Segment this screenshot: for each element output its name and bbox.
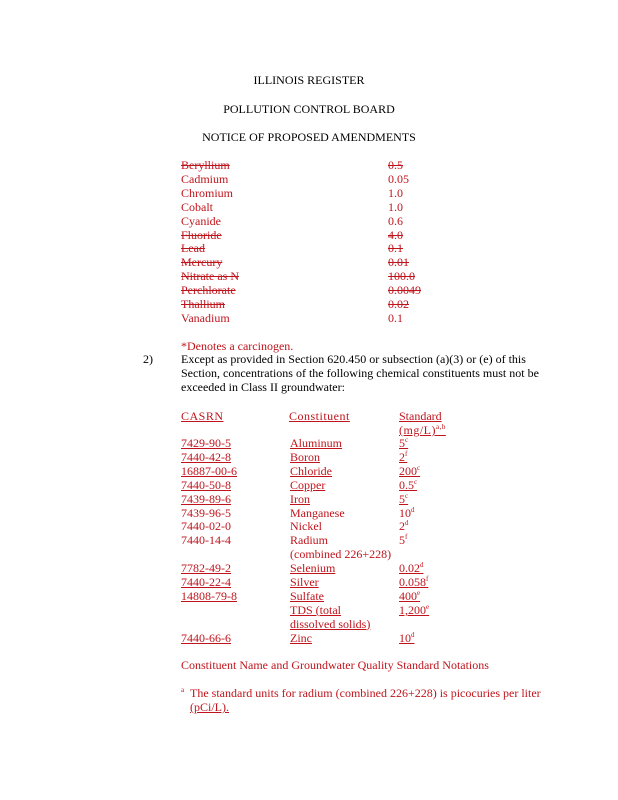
- footnote-marker: a: [181, 686, 185, 694]
- class1-value: 4.0: [388, 227, 403, 242]
- class1-value: 0.5: [388, 158, 403, 172]
- standard-notation: f: [426, 575, 429, 583]
- casrn-cell: 7440-22-4: [181, 575, 231, 589]
- class1-name: Fluoride: [181, 227, 222, 242]
- constituent-cell: Radium: [290, 533, 328, 548]
- standard-cell: [399, 464, 420, 478]
- standard-cell: [399, 631, 415, 645]
- class1-value: 0.02: [388, 297, 409, 311]
- casrn-cell: 7440-50-8: [181, 477, 231, 492]
- constituent-cell-continued: dissolved solids): [290, 616, 371, 631]
- board-title: POLLUTION CONTROL BOARD: [223, 102, 395, 116]
- casrn-cell: 7439-96-5: [181, 505, 231, 520]
- standard-notation: f: [405, 533, 408, 542]
- standard-value: 5: [399, 436, 405, 450]
- constituent-cell: Manganese: [290, 505, 345, 520]
- class1-name: Vanadium: [181, 310, 230, 325]
- header-standard-unit: $(mg/L)^{a,b}$: [399, 423, 446, 437]
- standard-value: 2: [399, 519, 405, 534]
- standard-notation: d: [411, 630, 415, 639]
- notice-title: NOTICE OF PROPOSED AMENDMENTS: [202, 130, 416, 144]
- standard-notation: c: [417, 463, 421, 472]
- constituent-cell: Selenium: [290, 561, 336, 576]
- casrn-cell: 7429-90-5: [181, 436, 231, 450]
- header-constituent: Constituent: [289, 409, 350, 423]
- constituent-cell: Silver: [290, 575, 319, 589]
- standard-value: 5: [399, 491, 405, 506]
- casrn-cell: 16887-00-6: [181, 463, 237, 478]
- constituent-cell: Nickel: [290, 519, 322, 534]
- class1-value: 0.1: [388, 310, 403, 325]
- standard-value: 0.058: [399, 575, 426, 589]
- standard-notation: e: [417, 588, 421, 597]
- carcinogen-note: *Denotes a carcinogen.: [181, 339, 294, 353]
- class1-name: Mercury: [181, 255, 223, 270]
- class1-value: 0.1: [388, 241, 403, 256]
- standard-cell: [399, 589, 420, 603]
- class1-name: Thallium: [181, 297, 225, 311]
- standard-cell: [399, 533, 407, 547]
- casrn-cell: 7782-49-2: [181, 561, 231, 576]
- standard-notation: d: [420, 561, 424, 570]
- class1-name: Nitrate as N: [181, 269, 239, 284]
- standard-value: 0.02: [399, 561, 420, 576]
- class1-name: Cyanide: [181, 213, 221, 228]
- standard-cell: [399, 436, 408, 450]
- standard-cell: [399, 519, 409, 533]
- casrn-cell: 7440-14-4: [181, 533, 231, 548]
- constituent-cell: Aluminum: [290, 436, 343, 450]
- standard-cell: [399, 450, 407, 464]
- constituent-cell: Boron: [290, 449, 320, 464]
- constituent-cell-continued: (combined 226+228): [290, 547, 392, 562]
- casrn-cell: 7439-89-6: [181, 491, 231, 506]
- standard-value: 1,200: [399, 602, 426, 617]
- class1-value: 0.6: [388, 213, 403, 228]
- standard-value: 2: [399, 449, 405, 464]
- class1-name: Cobalt: [181, 199, 213, 214]
- class1-name: Beryllium: [181, 158, 230, 172]
- casrn-cell: 14808-79-8: [181, 588, 237, 603]
- standard-value: 5: [399, 533, 405, 548]
- standard-notation: c: [405, 436, 409, 444]
- register-title: ILLINOIS REGISTER: [253, 73, 365, 87]
- header-standard: Standard: [399, 409, 442, 423]
- item-paragraph: Except as provided in Section 620.450 or subsection (a)(3) or (e) of this Section, concentrations of the following chemical constituents must not be exceeded in Class II groundwater:: [181, 352, 539, 394]
- casrn-cell: 7440-42-8: [181, 449, 231, 464]
- standard-cell: [399, 603, 429, 617]
- constituent-cell: TDS (total: [290, 602, 341, 617]
- casrn-cell: 7440-02-0: [181, 519, 231, 534]
- standard-cell: [399, 492, 408, 506]
- standard-notation: c: [414, 477, 418, 486]
- standard-value: 10: [399, 630, 411, 645]
- constituent-cell: Chloride: [290, 463, 332, 478]
- footnote-line1: The standard units for radium (combined 226+228) is picocuries per liter: [190, 686, 541, 700]
- standard-notation: c: [405, 491, 409, 500]
- standard-cell: [399, 561, 424, 575]
- standard-value: 200: [399, 463, 417, 478]
- standard-notation: d: [405, 519, 409, 528]
- standard-notation: d: [411, 505, 415, 514]
- class1-name: Chromium: [181, 185, 234, 200]
- casrn-cell: 7440-66-6: [181, 630, 231, 645]
- standard-value: 10: [399, 505, 411, 520]
- standard-value: 0.5: [399, 477, 414, 492]
- constituent-cell: Copper: [290, 477, 326, 492]
- standard-notation: e: [426, 602, 430, 611]
- constituent-cell: Zinc: [290, 630, 312, 645]
- class1-name: Perchlorate: [181, 283, 236, 298]
- standard-cell: [399, 478, 417, 492]
- header-casrn: CASRN: [181, 409, 224, 423]
- standard-cell: [399, 575, 428, 589]
- footnote-line2: (pCi/L).: [190, 700, 229, 714]
- constituent-cell: Iron: [290, 491, 310, 506]
- constituent-cell: Sulfate: [290, 588, 324, 603]
- class1-value: 1.0: [388, 185, 403, 200]
- class1-value: 0.05: [388, 171, 409, 186]
- class1-value: 100.0: [388, 269, 415, 284]
- class1-value: 0.01: [388, 255, 409, 270]
- standard-value: 400: [399, 588, 417, 603]
- item-number: 2): [143, 352, 153, 366]
- class1-value: 1.0: [388, 199, 403, 214]
- standard-cell: [399, 506, 415, 520]
- standard-notation: f: [405, 449, 408, 458]
- notations-heading: Constituent Name and Groundwater Quality Standard Notations: [181, 658, 489, 672]
- class1-name: Cadmium: [181, 171, 229, 186]
- class1-name: Lead: [181, 241, 205, 256]
- class1-value: 0.0049: [388, 283, 421, 298]
